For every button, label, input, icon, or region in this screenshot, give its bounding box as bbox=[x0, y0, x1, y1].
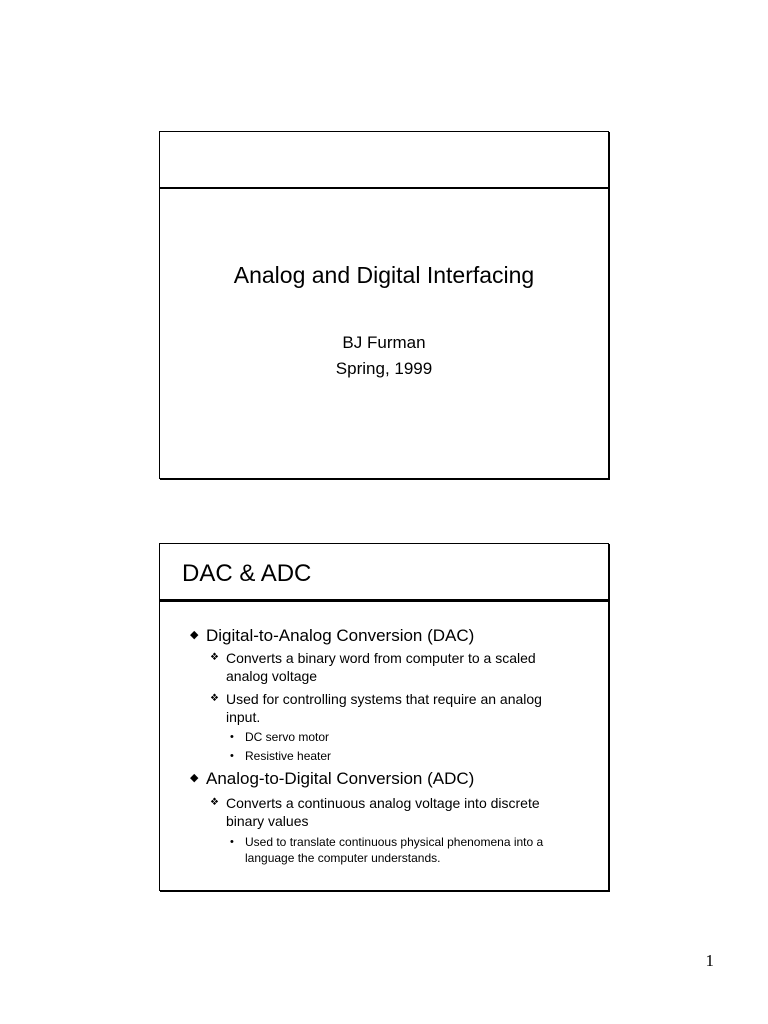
presentation-title: Analog and Digital Interfacing bbox=[233, 262, 535, 288]
slide-header-band bbox=[160, 132, 608, 189]
bullet-level2 bbox=[210, 649, 580, 685]
fleuron-bullet-icon: ❖ bbox=[210, 693, 219, 704]
author-name: BJ Furman bbox=[342, 333, 426, 352]
bullet-text: Used for controlling systems that require an analog input. bbox=[226, 691, 542, 725]
fleuron-bullet-icon: ❖ bbox=[210, 797, 219, 808]
dot-bullet-icon: • bbox=[230, 836, 234, 848]
bullet-level2 bbox=[210, 794, 580, 830]
bullet-text: Converts a binary word from computer to a scaled analog voltage bbox=[226, 650, 536, 684]
bullet-text: Converts a continuous analog voltage into discrete binary values bbox=[226, 795, 540, 829]
bullet-level3 bbox=[230, 748, 580, 764]
bullet-text: Resistive heater bbox=[245, 749, 332, 763]
bullet-text: DC servo motor bbox=[245, 730, 330, 744]
fleuron-bullet-icon: ❖ bbox=[210, 652, 219, 663]
dot-bullet-icon: • bbox=[230, 731, 234, 743]
dot-bullet-icon: • bbox=[230, 750, 234, 762]
slide-title: DAC & ADC bbox=[182, 560, 312, 587]
bullet-level3 bbox=[230, 834, 580, 866]
bullet-text: Used to translate continuous physical phenomena into a language the computer understands. bbox=[245, 835, 544, 865]
diamond-bullet-icon: ◆ bbox=[190, 772, 199, 784]
slide-header-band bbox=[160, 544, 608, 602]
bullet-level2 bbox=[210, 690, 580, 726]
presentation-date: Spring, 1999 bbox=[335, 359, 433, 378]
title-slide bbox=[159, 131, 609, 479]
content-slide bbox=[159, 543, 609, 891]
bullet-text: Analog-to-Digital Conversion (ADC) bbox=[206, 769, 475, 788]
diamond-bullet-icon: ◆ bbox=[190, 629, 199, 641]
bullet-text: Digital-to-Analog Conversion (DAC) bbox=[206, 626, 475, 645]
page-number: 1 bbox=[705, 951, 714, 970]
bullet-level3 bbox=[230, 729, 580, 745]
